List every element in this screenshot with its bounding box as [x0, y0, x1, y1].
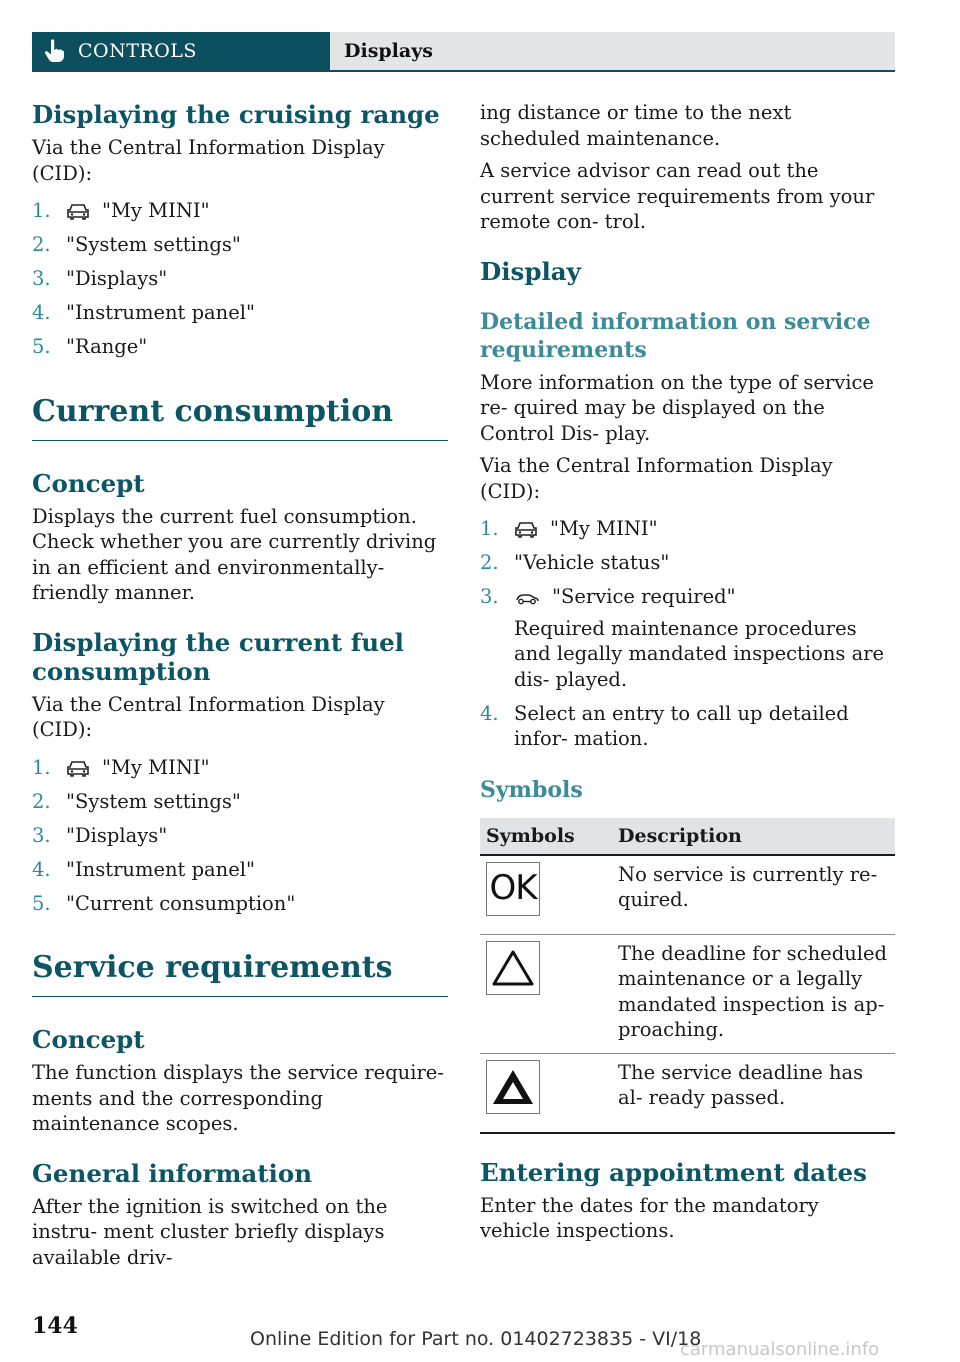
ok-symbol-icon: OK [486, 862, 540, 916]
list-item: 2. "System settings" [32, 233, 241, 256]
table-row [480, 855, 895, 935]
cruising-range-steps [32, 198, 448, 360]
list-item: 1. "My MINI" [32, 199, 210, 222]
car-icon [514, 521, 538, 539]
symbols-heading: Symbols [480, 776, 583, 803]
right-column [480, 100, 895, 1251]
warning-triangle-outline-icon [486, 941, 540, 995]
detailed-information-heading: Detailed information on service requirements [480, 308, 871, 363]
concept-text: Displays the current fuel consumption. Check whether you are currently driving in an efficient and environmentally-friendly manner. [32, 504, 437, 604]
list-item: 1. "My MINI" [480, 517, 658, 540]
service-advisor-text: A service advisor can read out the current service requirements from your remote con‐ trol. [480, 159, 875, 233]
section-label: CONTROLS [78, 40, 197, 62]
list-item: 1. "My MINI" [32, 755, 210, 779]
warning-triangle-filled-icon [486, 1060, 540, 1114]
list-item: 5. "Current consumption" [32, 891, 296, 915]
symbols-table [480, 818, 895, 1134]
page-number: 144 [32, 1313, 78, 1339]
appointment-dates-heading: Entering appointment dates [480, 1157, 867, 1187]
continued-text: ing distance or time to the next scheduled maintenance. [480, 101, 792, 150]
concept-heading: Concept [32, 1025, 145, 1054]
cruising-range-heading: Displaying the cruising range [32, 100, 440, 129]
appointment-dates-text: Enter the dates for the mandatory vehicle inspections. [480, 1193, 819, 1242]
list-item: 4. "Instrument panel" [32, 857, 255, 881]
table-row [480, 934, 895, 1053]
edition-footer: Online Edition for Part no. 01402723835 - VI/18 [250, 1328, 702, 1350]
list-item: 4. Select an entry to call up detailed infor‐ mation. [480, 701, 849, 750]
table-row [480, 1053, 895, 1133]
page-header [32, 32, 895, 72]
display-fuel-heading: Displaying the current fuel consumption [32, 627, 404, 686]
car-icon [66, 760, 90, 778]
left-column [32, 100, 448, 1277]
service-steps [480, 516, 895, 752]
display-heading: Display [480, 256, 581, 286]
list-item: 3. "Service required" Required maintenance procedures and legally mandated inspections are dis‐ played. [480, 584, 895, 692]
table-header-row [480, 818, 895, 855]
list-item: 2. "System settings" [32, 789, 241, 813]
concept-text: The function displays the service require‐ ments and the corresponding maintenance scopes. [32, 1061, 444, 1135]
section-tab [32, 32, 330, 70]
column-header: Description [612, 818, 895, 855]
current-consumption-heading: Current consumption [32, 394, 448, 441]
watermark: carmanualsonline.info [680, 1339, 880, 1360]
car-icon [66, 203, 90, 221]
cid-intro: Via the Central Information Display (CID): [480, 454, 833, 503]
symbol-description: No service is currently re‐ quired. [612, 855, 895, 935]
concept-heading: Concept [32, 468, 145, 498]
list-item: 5. "Range" [32, 335, 148, 358]
list-item: 4. "Instrument panel" [32, 301, 255, 324]
column-header: Symbols [480, 818, 612, 855]
symbol-description: The service deadline has al‐ ready passed. [612, 1053, 895, 1133]
display-fuel-intro: Via the Central Information Display (CID): [32, 692, 385, 741]
symbol-description: The deadline for scheduled maintenance or a legally mandated inspection is ap‐ proaching. [612, 934, 895, 1053]
list-item: 2. "Vehicle status" [480, 551, 670, 574]
list-item: 3. "Displays" [32, 267, 168, 290]
list-item: 3. "Displays" [32, 823, 168, 847]
step-detail: Required maintenance procedures and legally mandated inspections are dis‐ played. [514, 616, 885, 691]
chapter-label: Displays [344, 40, 433, 62]
service-car-icon [514, 589, 540, 607]
detailed-information-text: More information on the type of service re‐ quired may be displayed on the Control Dis‐ play. [480, 370, 874, 445]
header-rule [32, 70, 895, 72]
general-information-text: After the ignition is switched on the instru‐ ment cluster briefly displays available driv‐ [32, 1194, 388, 1269]
general-information-heading: General information [32, 1158, 313, 1188]
service-requirements-heading: Service requirements [32, 950, 448, 997]
cruising-range-intro: Via the Central Information Display (CID): [32, 136, 385, 185]
pointing-hand-icon [44, 39, 64, 63]
chapter-tab [330, 32, 895, 70]
fuel-steps [32, 755, 448, 917]
